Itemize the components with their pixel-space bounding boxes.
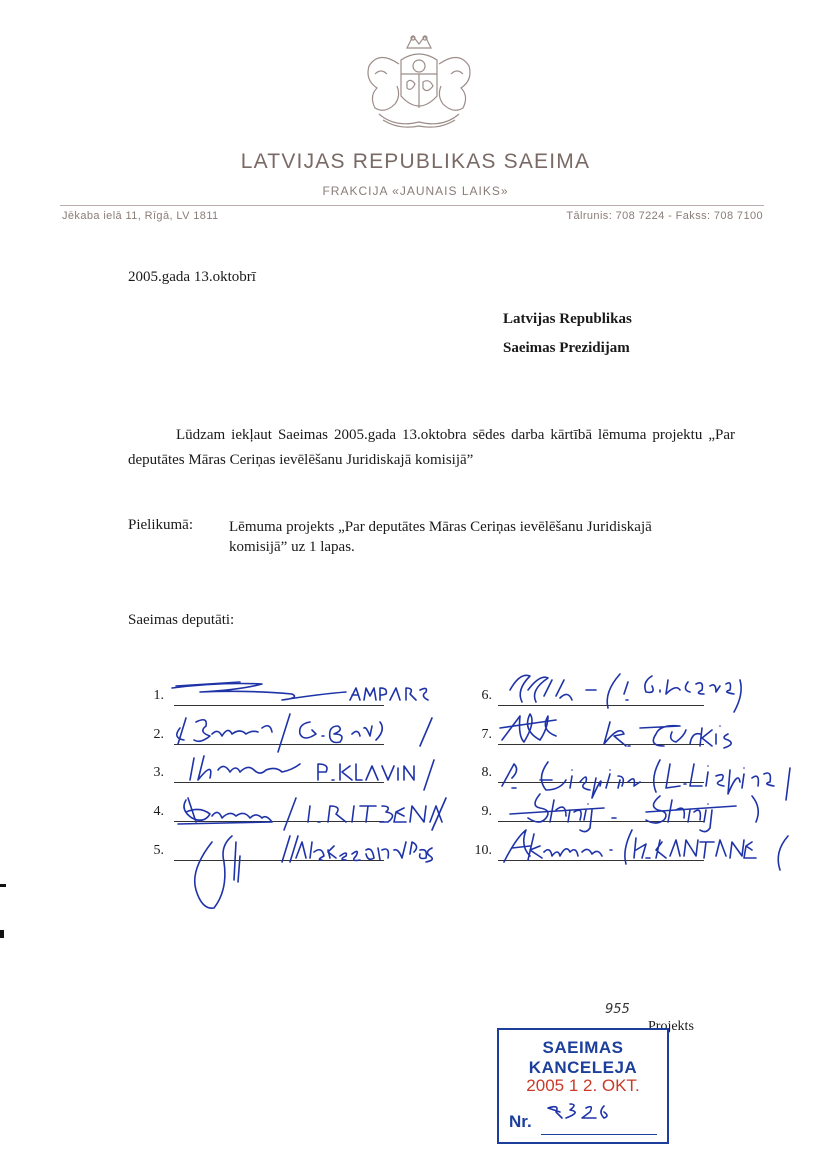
signature-7 bbox=[500, 714, 731, 748]
letterhead-address: Jēkaba ielā 11, Rīgā, LV 1811 bbox=[62, 210, 219, 222]
signature-5 bbox=[195, 836, 433, 908]
attachment-label: Pielikumā: bbox=[128, 517, 193, 533]
recipient-line-1: Latvijas Republikas bbox=[503, 311, 632, 327]
signature-2 bbox=[177, 714, 432, 752]
signature-number: 4. bbox=[153, 804, 164, 819]
signature-9 bbox=[510, 794, 758, 832]
signature-number: 5. bbox=[153, 843, 164, 858]
stamp-title: SAEIMAS KANCELEJA bbox=[528, 1038, 638, 1077]
signature-number: 6. bbox=[481, 688, 492, 703]
letterhead-phone-fax: Tālrunis: 708 7224 - Fakss: 708 7100 bbox=[566, 210, 763, 222]
letter-date: 2005.gada 13.oktobrī bbox=[128, 269, 256, 285]
letterhead-title: LATVIJAS REPUBLIKAS SAEIMA bbox=[240, 150, 591, 173]
attachment-text: Lēmuma projekts „Par deputātes Māras Ceriņas ievēlēšanu Juridiskajā komisijā” uz 1 lapas. bbox=[229, 519, 652, 555]
scan-edge-mark bbox=[0, 884, 6, 887]
letterhead-subtitle: FRAKCIJA «JAUNAIS LAIKS» bbox=[322, 184, 509, 198]
signature-1 bbox=[172, 682, 428, 700]
letter-body-text: Lūdzam iekļaut Saeimas 2005.gada 13.oktobra sēdes darba kārtībā lēmuma projektu „Par deputātes Māras Ceriņas ievēlēšanu Juridiskajā komisijā” bbox=[128, 427, 735, 468]
office-stamp bbox=[497, 1028, 669, 1144]
stamp-nr-value bbox=[555, 1114, 593, 1132]
signature-10 bbox=[504, 830, 788, 870]
stamp-nr-line bbox=[541, 1134, 657, 1135]
handwritten-project-number: 955 bbox=[605, 1002, 630, 1017]
projekts-label: Projekts bbox=[648, 1019, 694, 1034]
signature-number: 9. bbox=[481, 804, 492, 819]
recipient-line-2: Saeimas Prezidijam bbox=[503, 340, 630, 356]
signature-6 bbox=[510, 674, 741, 712]
signature-number: 2. bbox=[153, 727, 164, 742]
signature-8 bbox=[502, 760, 790, 800]
stamp-date: 2005 1 2. OKT. bbox=[526, 1076, 640, 1095]
deputies-label: Saeimas deputāti: bbox=[128, 612, 235, 628]
scan-edge-mark bbox=[0, 930, 4, 938]
signature-number: 3. bbox=[153, 765, 164, 780]
signature-3 bbox=[190, 756, 434, 790]
signature-number: 10. bbox=[474, 843, 492, 858]
signature-number: 7. bbox=[481, 727, 492, 742]
signature-number: 8. bbox=[481, 765, 492, 780]
signature-number: 1. bbox=[153, 688, 164, 703]
stamp-nr-label: Nr. bbox=[509, 1112, 532, 1131]
signature-4 bbox=[178, 798, 446, 830]
